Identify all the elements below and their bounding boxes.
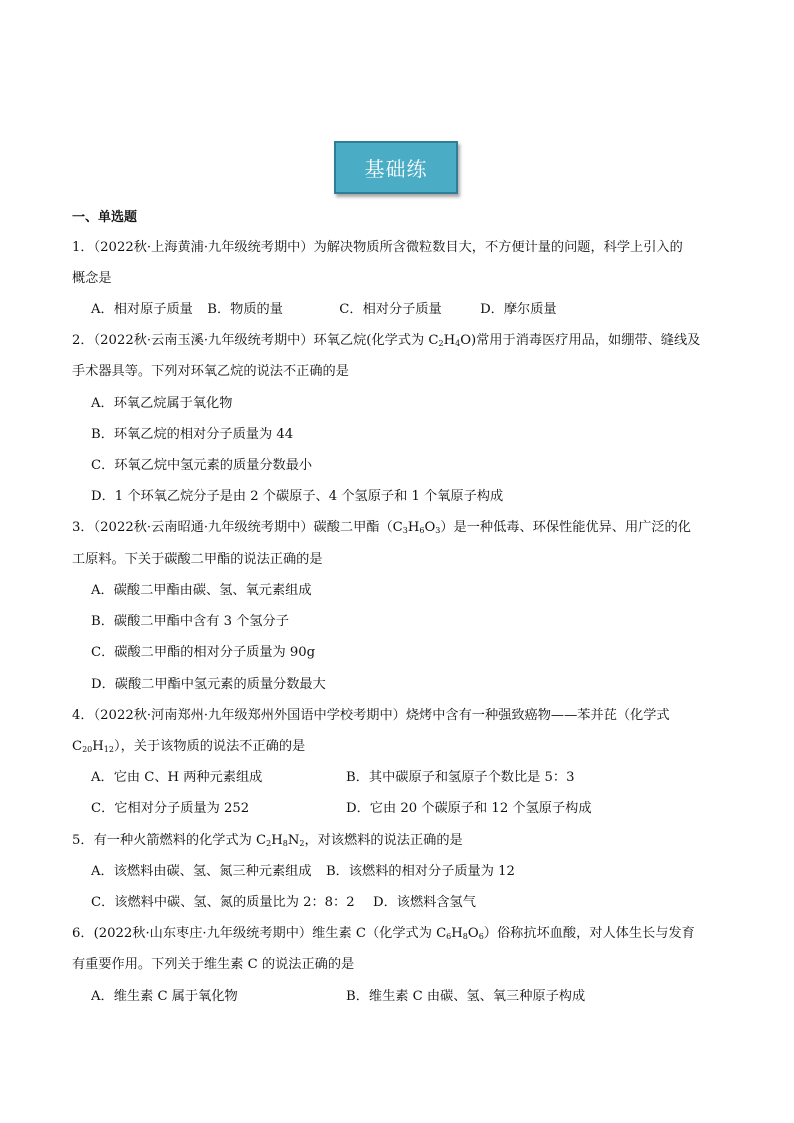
q5-option-d: D．该燃料含氢气 [373, 895, 476, 910]
q1-option-a: A．相对原子质量 [91, 302, 193, 317]
q4-stem-line1: 4．（2022秋·河南郑州·九年级郑州外国语中学校考期中）烧烤中含有一种强致癌物——苯并芘（化学式 [72, 708, 670, 723]
q5-stem-line1: 5．有一种火箭燃料的化学式为 $C_2H_8N_2$，对该燃料的说法正确的是 [72, 833, 463, 848]
q3-option-d: D．碳酸二甲酯中氢元素的质量分数最大 [91, 677, 326, 692]
q4-stem-line2: $C_{20}H_{12}$），关于该物质的说法不正确的是 [72, 739, 306, 754]
q2-option-a: A．环氧乙烷属于氧化物 [91, 396, 233, 411]
q6-stem-line1: 6．(2022秋·山东枣庄·九年级统考期中）维生素 C（化学式为 $C_6H_8O_6$）俗称抗坏血酸，对人体生长与发育 [72, 926, 695, 941]
q1-option-c: C．相对分子质量 [339, 302, 442, 317]
q1-options [91, 301, 557, 319]
q1-stem-line1: 1．（2022秋·上海黄浦·九年级统考期中）为解决物质所含微粒数目大，不方便计量的问题，科学上引入的 [72, 240, 683, 255]
q1-option-b: B．物质的量 [207, 302, 283, 317]
q5-options-row2 [91, 894, 476, 912]
q2-stem-line1: 2．（2022秋·云南玉溪·九年级统考期中）环氧乙烷(化学式为 $C_2H_4O$)常用于消毒医疗用品，如绷带、缝线及 [72, 333, 701, 348]
q4-option-b: B．其中碳原子和氢原子个数比是 5：3 [346, 770, 575, 785]
q3-stem-line2: 工原料。下关于碳酸二甲酯的说法正确的是 [72, 552, 323, 567]
banner-title: 基础练 [364, 157, 428, 181]
q3-option-c: C．碳酸二甲酯的相对分子质量为 90g [91, 645, 316, 660]
q2-option-c: C．环氧乙烷中氢元素的质量分数最小 [91, 458, 313, 473]
q4-option-d: D．它由 20 个碳原子和 12 个氢原子构成 [346, 801, 592, 816]
q3-option-a: A．碳酸二甲酯由碳、氢、氧元素组成 [91, 583, 312, 598]
section-banner [334, 141, 458, 194]
q3-option-b: B．碳酸二甲酯中含有 3 个氢分子 [91, 614, 289, 629]
q1-stem-line2: 概念是 [72, 271, 112, 286]
q6-option-b: B．维生素 C 由碳、氢、氧三种原子构成 [346, 989, 586, 1004]
section-heading: 一、单选题 [72, 210, 138, 225]
q2-stem-line2: 手术器具等。下列对环氧乙烷的说法不正确的是 [72, 364, 349, 379]
q5-option-c: C．该燃料中碳、氢、氮的质量比为 2：8：2 [91, 895, 355, 910]
q6-stem-line2: 有重要作用。下列关于维生素 C 的说法正确的是 [72, 957, 355, 972]
q5-option-b: B．该燃料的相对分子质量为 12 [325, 864, 515, 879]
q5-options-row1 [91, 863, 515, 881]
q4-option-a: A．它由 C、H 两种元素组成 [91, 770, 263, 785]
q4-option-c: C．它相对分子质量为 252 [91, 801, 250, 816]
q2-option-d: D．1 个环氧乙烷分子是由 2 个碳原子、4 个氢原子和 1 个氧原子构成 [91, 489, 504, 504]
q2-option-b: B．环氧乙烷的相对分子质量为 44 [91, 427, 294, 442]
q1-option-d: D．摩尔质量 [480, 302, 557, 317]
q5-option-a: A．该燃料由碳、氢、氮三种元素组成 [91, 864, 312, 879]
q6-option-a: A．维生素 C 属于氧化物 [91, 989, 238, 1004]
q3-stem-line1: 3．（2022秋·云南昭通·九年级统考期中）碳酸二甲酯$(C_3H_6O_3)$是一种低毒、环保性能优异、用广泛的化 [72, 520, 691, 535]
